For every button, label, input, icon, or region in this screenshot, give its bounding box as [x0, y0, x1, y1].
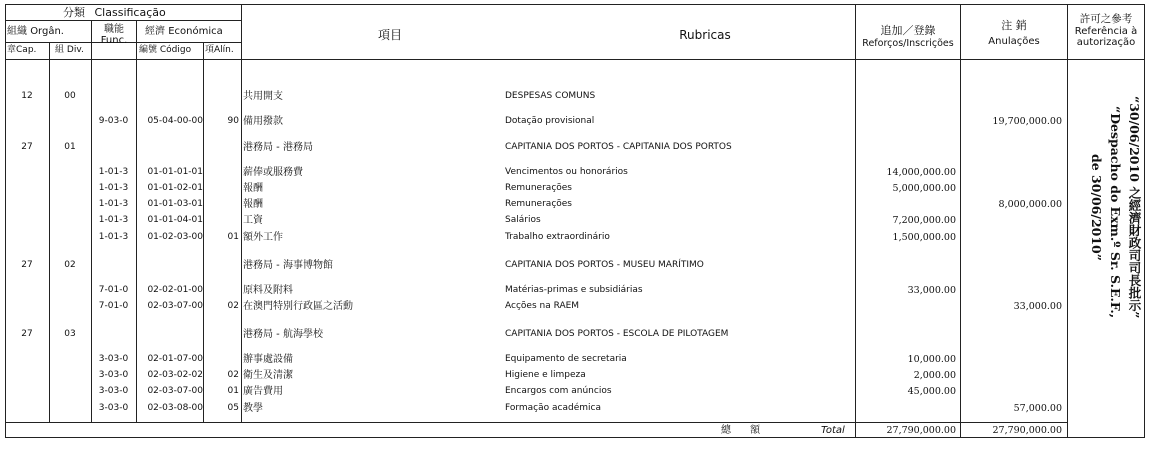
rule-bottom [5, 437, 1145, 438]
cell-reforco: 7,200,000.00 [892, 215, 956, 226]
anulacoes-zh: 注 銷 [1001, 19, 1027, 32]
cell-func: 3-03-0 [98, 386, 129, 396]
cell-alin: 01 [227, 386, 239, 396]
cell-div: 00 [64, 91, 76, 101]
budget-table [5, 4, 1145, 438]
cap-pt: Cap. [16, 45, 37, 55]
cell-cap: 27 [21, 329, 33, 339]
cap-zh: 章 [7, 45, 17, 55]
cell-rubrica: CAPITANIA DOS PORTOS - CAPITANIA DOS PORTOS [505, 142, 732, 152]
header-alin [205, 45, 234, 56]
cell-reforco: 5,000,000.00 [892, 183, 956, 194]
cell-item-zh: 港務局 - 海事博物館 [243, 260, 333, 271]
cell-alin: 05 [227, 403, 239, 413]
reforcos-pt: Reforços/Inscrições [862, 38, 954, 49]
cell-cap: 27 [21, 260, 33, 270]
cell-div: 03 [64, 329, 76, 339]
cell-alin: 90 [227, 116, 239, 126]
cell-item-zh: 教學 [243, 403, 263, 414]
cell-func: 7-01-0 [98, 285, 129, 295]
cell-code: 02-01-07-00 [147, 354, 203, 364]
cell-func: 1-01-3 [98, 183, 129, 193]
cell-rubrica: Higiene e limpeza [505, 370, 586, 380]
cell-item-zh: 備用撥款 [243, 116, 283, 127]
cell-reforco: 2,000.00 [913, 370, 956, 381]
cell-rubrica: Remunerações [505, 199, 572, 209]
cell-reforco: 1,500,000.00 [892, 232, 956, 243]
func-zh: 職能 [104, 24, 124, 35]
alin-pt: Alín. [214, 45, 234, 55]
authorization-line2: “Despacho do Exm.º Sr. S.E.F., [1108, 106, 1123, 319]
cell-reforco: 14,000,000.00 [886, 167, 956, 178]
header-classification [63, 6, 166, 19]
cell-reforco: 45,000.00 [907, 386, 956, 397]
classification-zh: 分類 [63, 6, 85, 19]
cell-anulacao: 8,000,000.00 [998, 199, 1062, 210]
ref-zh: 許可之參考 [1079, 13, 1133, 25]
header-organ [7, 26, 64, 37]
rule-header-bottom [5, 59, 1145, 60]
cell-item-zh: 港務局 - 港務局 [243, 142, 313, 153]
cell-code: 01-02-03-00 [147, 232, 203, 242]
organ-pt: Orgân. [30, 26, 64, 37]
cell-item-zh: 辦事處設備 [243, 354, 293, 365]
header-func [92, 24, 136, 46]
authorization-line1: “30/06/2010 之經濟財政司司長批示” [1127, 96, 1142, 319]
cell-rubrica: DESPESAS COMUNS [505, 91, 596, 101]
cell-func: 1-01-3 [98, 215, 129, 225]
header-item-zh: 項目 [377, 28, 402, 42]
cell-code: 01-01-01-01 [147, 167, 203, 177]
cell-item-zh: 共用開支 [243, 91, 283, 102]
econ-pt: Económica [168, 26, 223, 37]
cell-item-zh: 原料及附料 [243, 285, 293, 296]
alin-zh: 項 [205, 45, 215, 55]
cell-rubrica: Trabalho extraordinário [505, 232, 610, 242]
cell-rubrica: Vencimentos ou honorários [505, 167, 628, 177]
anulacoes-pt: Anulações [988, 36, 1040, 47]
rule-classification [5, 20, 242, 21]
cell-func: 3-03-0 [98, 403, 129, 413]
cell-rubrica: Matérias-primas e subsidiárias [505, 285, 643, 295]
cell-rubrica: CAPITANIA DOS PORTOS - ESCOLA DE PILOTAGEM [505, 329, 729, 339]
col-rule-ref [1067, 4, 1068, 438]
reforcos-zh: 追加／登錄 [880, 24, 936, 37]
cell-item-zh: 報酬 [243, 183, 263, 194]
rule-total-top [5, 422, 1067, 423]
cell-item-zh: 衛生及清潔 [243, 370, 293, 381]
cell-anulacao: 33,000.00 [1013, 301, 1062, 312]
cell-code: 05-04-00-00 [147, 116, 203, 126]
econ-zh: 經濟 [145, 26, 165, 37]
cell-reforco: 10,000.00 [907, 354, 956, 365]
header-anulacoes [961, 16, 1067, 47]
total-anulacoes: 27,790,000.00 [992, 425, 1062, 436]
cell-alin: 01 [227, 232, 239, 242]
cell-rubrica: Salários [505, 215, 541, 225]
cell-rubrica: CAPITANIA DOS PORTOS - MUSEU MARÍTIMO [505, 260, 704, 270]
ref-pt1: Referência à [1074, 26, 1138, 37]
cell-func: 3-03-0 [98, 354, 129, 364]
cell-anulacao: 57,000.00 [1013, 403, 1062, 414]
cell-alin: 02 [227, 370, 239, 380]
cell-code: 01-01-02-01 [147, 183, 203, 193]
rule-top [5, 4, 1067, 5]
col-rule-alin [241, 4, 242, 422]
cell-rubrica: Dotação provisional [505, 116, 595, 126]
organ-zh: 組織 [7, 26, 27, 37]
cell-func: 1-01-3 [98, 232, 129, 242]
ref-pt2: autorização [1076, 37, 1136, 48]
cell-code: 01-01-04-01 [147, 215, 203, 225]
header-rubricas: Rubricas [679, 28, 731, 42]
col-rule-anulacoes [960, 4, 961, 438]
cell-rubrica: Acções na RAEM [505, 301, 580, 311]
cell-rubrica: Encargos com anúncios [505, 386, 612, 396]
authorization-note [1077, 96, 1147, 386]
classification-pt: Classificação [94, 6, 166, 19]
header-econ [145, 26, 223, 37]
cell-code: 02-03-02-02 [147, 370, 203, 380]
code-pt: Código [159, 45, 192, 55]
code-zh: 編號 [139, 45, 158, 55]
cell-code: 02-03-07-00 [147, 301, 203, 311]
total-label-zh: 總 額 [721, 425, 769, 436]
cell-rubrica: Formação académica [505, 403, 601, 413]
cell-func: 7-01-0 [98, 301, 129, 311]
cell-func: 9-03-0 [98, 116, 129, 126]
cell-reforco: 33,000.00 [907, 285, 956, 296]
authorization-line3: de 30/06/2010” [1089, 154, 1104, 261]
cell-cap: 12 [21, 91, 33, 101]
col-rule-left [5, 4, 6, 438]
header-referencia [1068, 12, 1144, 48]
div-zh: 組 [55, 45, 65, 55]
cell-anulacao: 19,700,000.00 [992, 116, 1062, 127]
cell-code: 02-03-07-00 [147, 386, 203, 396]
cell-cap: 27 [21, 142, 33, 152]
rule-top-right [1067, 4, 1145, 5]
cell-item-zh: 報酬 [243, 199, 263, 210]
cell-code: 02-03-08-00 [147, 403, 203, 413]
header-div [55, 45, 84, 56]
cell-rubrica: Equipamento de secretaria [505, 354, 627, 364]
cell-div: 01 [64, 142, 76, 152]
cell-item-zh: 在澳門特別行政區之活動 [243, 301, 353, 312]
header-cap [7, 45, 36, 56]
cell-code: 02-02-01-00 [147, 285, 203, 295]
cell-func: 3-03-0 [98, 370, 129, 380]
total-reforcos: 27,790,000.00 [886, 425, 956, 436]
cell-func: 1-01-3 [98, 199, 129, 209]
header-reforcos [856, 24, 960, 49]
total-label-pt: Total [821, 425, 845, 436]
cell-item-zh: 額外工作 [243, 232, 283, 243]
cell-item-zh: 工資 [243, 215, 263, 226]
header-code [139, 45, 191, 56]
cell-alin: 02 [227, 301, 239, 311]
func-pt: Func. [100, 35, 128, 46]
cell-item-zh: 薪俸或服務費 [243, 167, 303, 178]
cell-item-zh: 港務局 - 航海學校 [243, 329, 323, 340]
cell-div: 02 [64, 260, 76, 270]
div-pt: Div. [66, 45, 84, 55]
cell-func: 1-01-3 [98, 167, 129, 177]
cell-rubrica: Remunerações [505, 183, 572, 193]
cell-code: 01-01-03-01 [147, 199, 203, 209]
cell-item-zh: 廣告費用 [243, 386, 283, 397]
